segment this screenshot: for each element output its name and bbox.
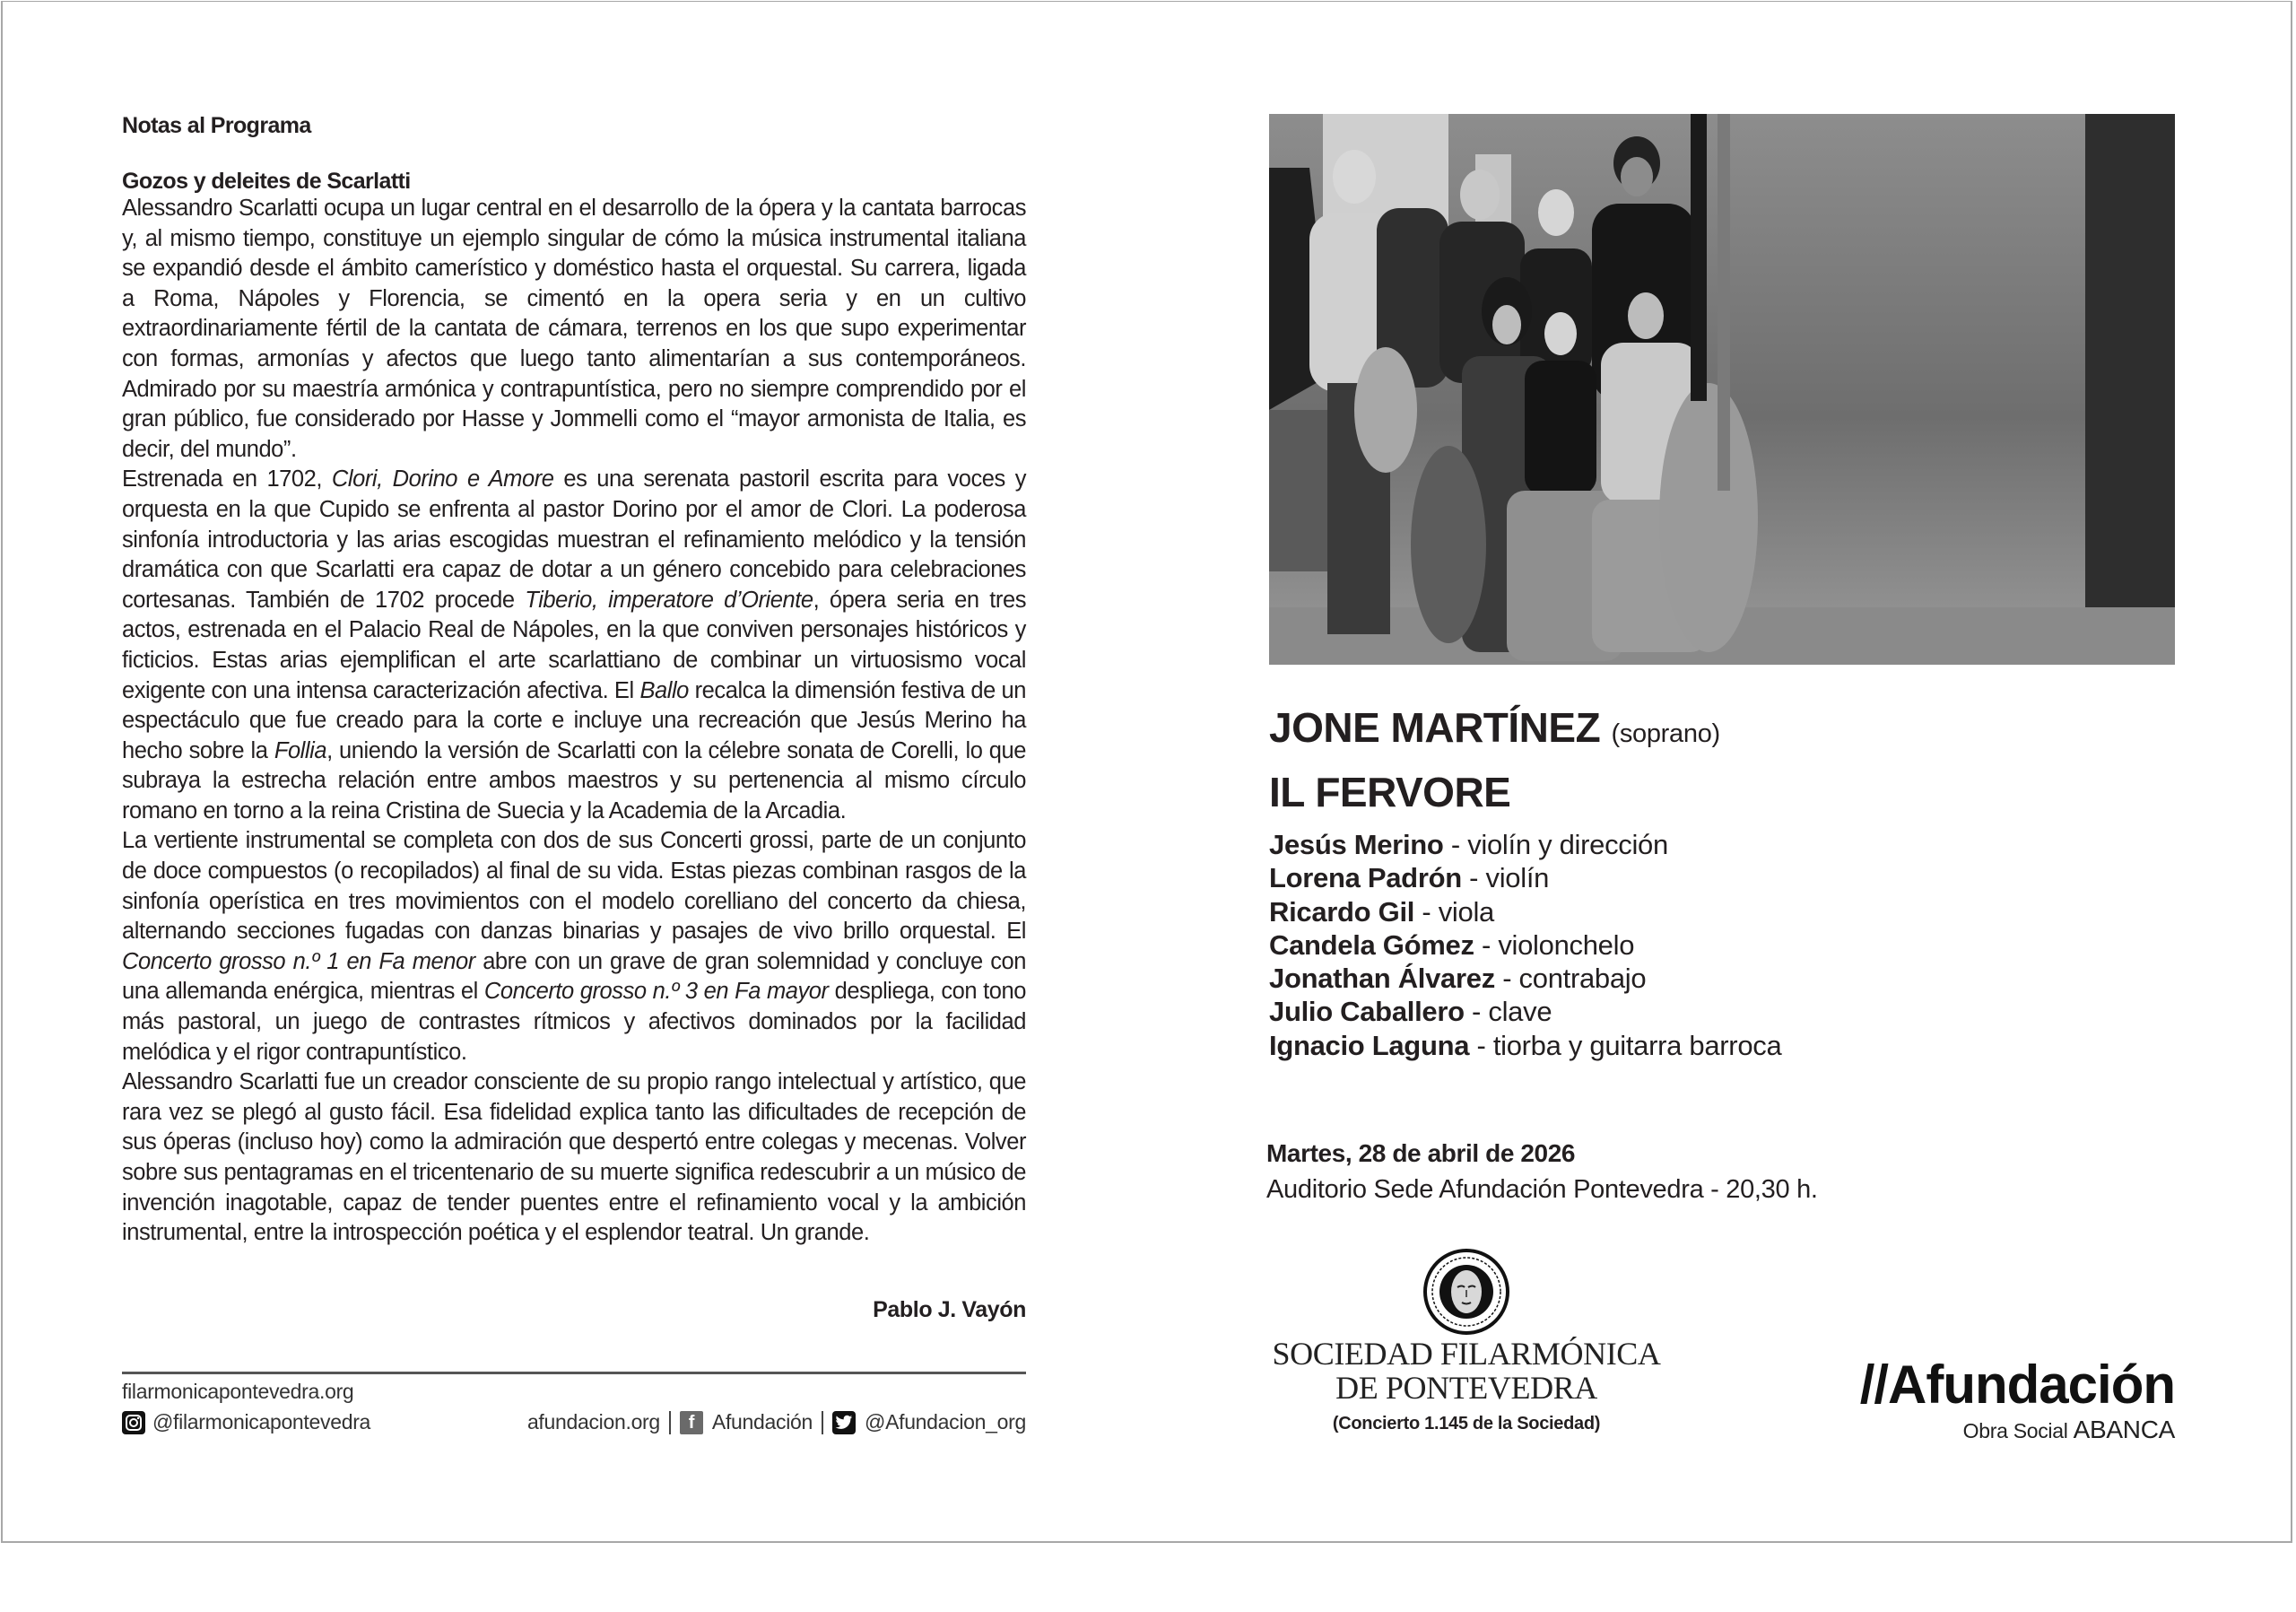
- afundacion-links: [481, 1410, 1026, 1434]
- society-seal-logo: [1422, 1247, 1511, 1337]
- member-role: violín y dirección: [1467, 829, 1668, 860]
- member-role: violonchelo: [1498, 928, 1635, 961]
- text-run: despliega, con tono más pastoral, un juego de contrastes rítmicos y afectivos dominados por la facilidad melódica y el rigor contrapuntístico.: [122, 979, 1026, 1065]
- facebook-link[interactable]: Afundación: [711, 1410, 813, 1433]
- notes-author: Pablo J. Vayón: [873, 1297, 1026, 1322]
- member-name: Candela Gómez: [1269, 928, 1474, 961]
- notes-heading: Notas al Programa: [122, 113, 311, 138]
- member-name: Jesús Merino: [1269, 829, 1444, 860]
- instagram-handle: @filarmonicapontevedra: [152, 1410, 371, 1433]
- text-run: Alessandro Scarlatti ocupa un lugar central en el desarrollo de la ópera y la cantata barrocas y, al mismo tiempo, constituye un ejemplo singular de cómo la música instrumental italiana se expandió desde el ámbito camerístico y doméstico hasta el orquestal. Su carrera, ligada a Roma, Nápoles y Florencia, se cimentó en la opera seria y en un cultivo extraordinariamente fértil de la cantata de cámara, terrenos en los que supo experimentar con formas, armonías y afectos que luego tanto alimentarían a sus contemporáneos. Admirado por su maestría armónica y contrapuntística, pero no siempre comprendido por el gran público, fue considerado por Hasse y Jommelli como el “mayor armonista de Italia, es decir, del mundo”.: [122, 196, 1026, 462]
- afundacion-tagline-brand: ABANCA: [2073, 1416, 2175, 1443]
- ensemble-photo: [1269, 114, 2175, 665]
- member-name: Lorena Padrón: [1269, 862, 1462, 894]
- text-run: abre con un grave de gran solemnidad y concluye con una allemanda enérgica, mientras el: [122, 948, 1027, 1005]
- artist-role: (soprano): [1611, 719, 1720, 748]
- ensemble-name: IL FERVORE: [1269, 769, 1511, 815]
- text-run: , uniendo la versión de Scarlatti con la célebre sonata de Corelli, lo que subraya la estrecha relación entre ambos maestros y su pertenencia al mismo círculo romano en torno a la reina Cristina de Suecia y la Academia de la Arcadia.: [122, 737, 1026, 823]
- twitter-icon: [832, 1411, 856, 1434]
- member-role: clave: [1488, 996, 1552, 1028]
- text-run: es una serenata pastoril escrita para voces y orquesta en la que Cupido se enfrenta al pastor Dorino por el amor de Clori. La poderosa sinfonía introductoria y las arias escogidas muestran el refinamiento melódico y la tensión dramática con que Scarlatti era capaz de dotar a un género concebido para celebraciones cortesanas. También de 1702 procede: [122, 466, 1026, 613]
- text-run: Estrenada en 1702,: [122, 466, 332, 492]
- afundacion-tagline-small: Obra Social: [1962, 1419, 2068, 1442]
- afundacion-tagline: [1843, 1416, 2175, 1444]
- member-role: contrabajo: [1518, 963, 1647, 995]
- separator: [822, 1411, 823, 1434]
- work-title: Tiberio, imperatore d’Oriente: [525, 587, 813, 613]
- afundacion-website-link[interactable]: afundacion.org: [526, 1410, 660, 1433]
- footer-divider: [122, 1372, 1026, 1374]
- member-role: viola: [1438, 895, 1494, 928]
- notes-paragraph: [122, 1067, 1026, 1249]
- member-role: violín: [1485, 862, 1550, 894]
- work-title: Concerto grosso n.º 1 en Fa menor: [122, 948, 475, 974]
- artist-name: JONE MARTÍNEZ: [1269, 704, 1601, 751]
- member-item: Jesús Merino - violín y dirección: [1269, 829, 1668, 860]
- society-website-link[interactable]: filarmonicapontevedra.org: [122, 1380, 354, 1403]
- member-item: Candela Gómez - violonchelo: [1269, 928, 1635, 961]
- work-title: Ballo: [639, 677, 689, 703]
- society-instagram[interactable]: [122, 1410, 370, 1434]
- notes-title: Gozos y deleites de Scarlatti: [122, 169, 411, 194]
- separator: [669, 1411, 671, 1434]
- notes-paragraph: [122, 826, 1026, 1067]
- text-run: Alessandro Scarlatti fue un creador consciente de su propio rango intelectual y artístico, que rara vez se plegó al gusto fácil. Esa fidelidad explica tanto las dificultades de recepción de sus óperas (incluso hoy) como la admiración que despertó entre colegas y mecenas. Volver sobre sus pentagramas en el tricentenario de su muerte significa redescubrir a un músico de invención inagotable, capaz de tender puentes entre el refinamiento vocal y la ambición instrumental, entre la introspección poética y el esplendor teatral. Un grande.: [122, 1069, 1026, 1246]
- instagram-icon: [122, 1411, 145, 1434]
- member-name: Ricardo Gil: [1269, 895, 1415, 928]
- society-name-line1: SOCIEDAD FILARMÓNICA: [1272, 1336, 1661, 1372]
- society-name-line2: DE PONTEVEDRA: [1335, 1370, 1597, 1406]
- member-item: Ignacio Laguna - tiorba y guitarra barroca: [1269, 1029, 1782, 1061]
- work-title: Follia: [274, 737, 327, 763]
- members-list: [1269, 828, 1781, 1062]
- concert-date: Martes, 28 de abril de 2026: [1266, 1139, 1576, 1167]
- work-title: Clori, Dorino e Amore: [331, 466, 554, 492]
- notes-paragraph: [122, 194, 1026, 465]
- work-title: Concerto grosso n.º 3 en Fa mayor: [483, 979, 829, 1005]
- concert-venue: Auditorio Sede Afundación Pontevedra - 20,30 h.: [1266, 1175, 1818, 1204]
- twitter-link[interactable]: @Afundacion_org: [865, 1410, 1026, 1433]
- ensemble-photo-illustration: [1269, 114, 2175, 665]
- member-item: Jonathan Álvarez - contrabajo: [1269, 963, 1647, 995]
- text-run: , ópera seria en tres actos, estrenada en el Palacio Real de Nápoles, en la que conviven personajes históricos y ficticios. Estas arias ejemplifican el arte scarlattiano de combinar un virtuosismo vocal exigente con una intensa caracterización afectiva. El: [122, 587, 1027, 703]
- notes-body: [122, 194, 1026, 1249]
- featured-artist: [1269, 703, 1720, 752]
- member-name: Jonathan Álvarez: [1269, 963, 1495, 995]
- member-role: tiorba y guitarra barroca: [1492, 1029, 1782, 1061]
- afundacion-logo: //Afundación: [1859, 1355, 2175, 1415]
- member-item: Julio Caballero - clave: [1269, 996, 1552, 1028]
- society-name: [1256, 1337, 1677, 1405]
- member-name: Julio Caballero: [1269, 996, 1465, 1028]
- member-name: Ignacio Laguna: [1269, 1029, 1470, 1061]
- member-item: Lorena Padrón - violín: [1269, 862, 1550, 894]
- facebook-icon: f: [680, 1411, 703, 1434]
- member-item: Ricardo Gil - viola: [1269, 895, 1494, 928]
- society-concert-number: (Concierto 1.145 de la Sociedad): [1332, 1414, 1601, 1433]
- text-run: recalca la dimensión festiva de un espectáculo que fue creado para la corte e incluye una recreación que Jesús Merino ha hecho sobre la: [122, 677, 1026, 763]
- text-run: La vertiente instrumental se completa con dos de sus Concerti grossi, parte de un conjunto de doce compuestos (o recopilados) al final de su vida. Estas piezas combinan rasgos de la sinfonía operística en tres movimientos con el modelo corelliano del concerto da chiesa, alternando secciones fugadas con danzas binarias y pasajes de vivo brillo orquestal. El: [122, 828, 1026, 945]
- notes-paragraph: [122, 465, 1026, 826]
